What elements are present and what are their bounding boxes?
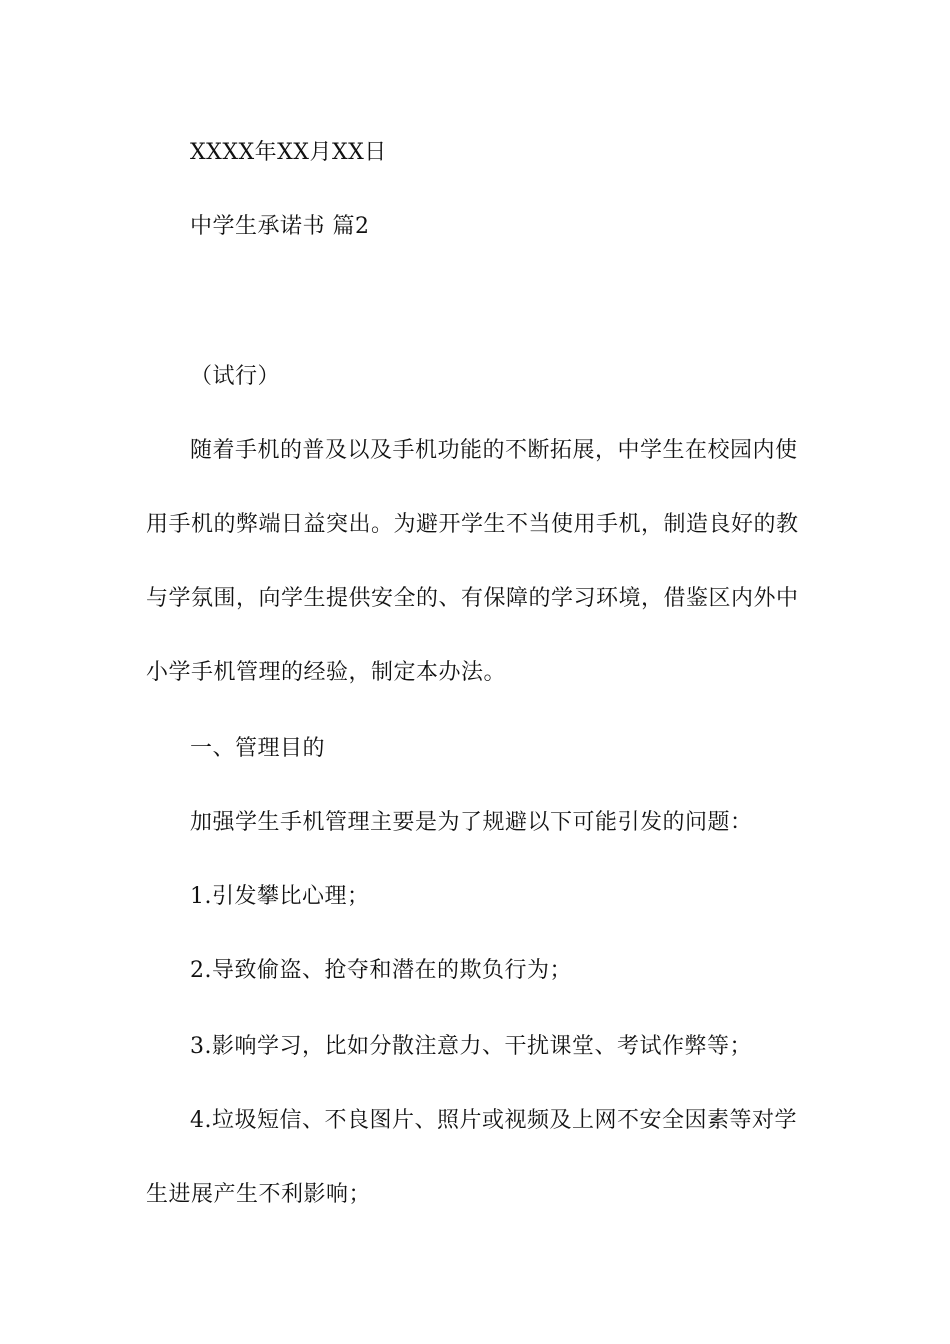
date-line: XXXX年XX月XX日 bbox=[190, 140, 387, 165]
intro-paragraph-line: 用手机的弊端日益突出。为避开学生不当使用手机，制造良好的教 bbox=[146, 512, 799, 537]
list-item: 4.垃圾短信、不良图片、照片或视频及上网不安全因素等对学 bbox=[190, 1108, 797, 1133]
section-title: 中学生承诺书 篇2 bbox=[190, 214, 370, 239]
intro-paragraph-line: 小学手机管理的经验，制定本办法。 bbox=[146, 660, 507, 685]
purpose-lead-text: 加强学生手机管理主要是为了规避以下可能引发的问题： bbox=[190, 810, 753, 835]
list-item: 3.影响学习，比如分散注意力、干扰课堂、考试作弊等； bbox=[190, 1034, 752, 1059]
intro-paragraph-line: 与学氛围，向学生提供安全的、有保障的学习环境，借鉴区内外中 bbox=[146, 586, 799, 611]
list-item: 1.引发攀比心理； bbox=[190, 884, 370, 909]
list-item: 2.导致偷盗、抢夺和潜在的欺负行为； bbox=[190, 958, 572, 983]
list-item-continuation: 生进展产生不利影响； bbox=[146, 1182, 372, 1207]
heading-management-purpose: 一、管理目的 bbox=[190, 736, 326, 761]
trial-note: （试行） bbox=[190, 364, 281, 389]
intro-paragraph-line: 随着手机的普及以及手机功能的不断拓展，中学生在校园内使 bbox=[190, 438, 798, 463]
